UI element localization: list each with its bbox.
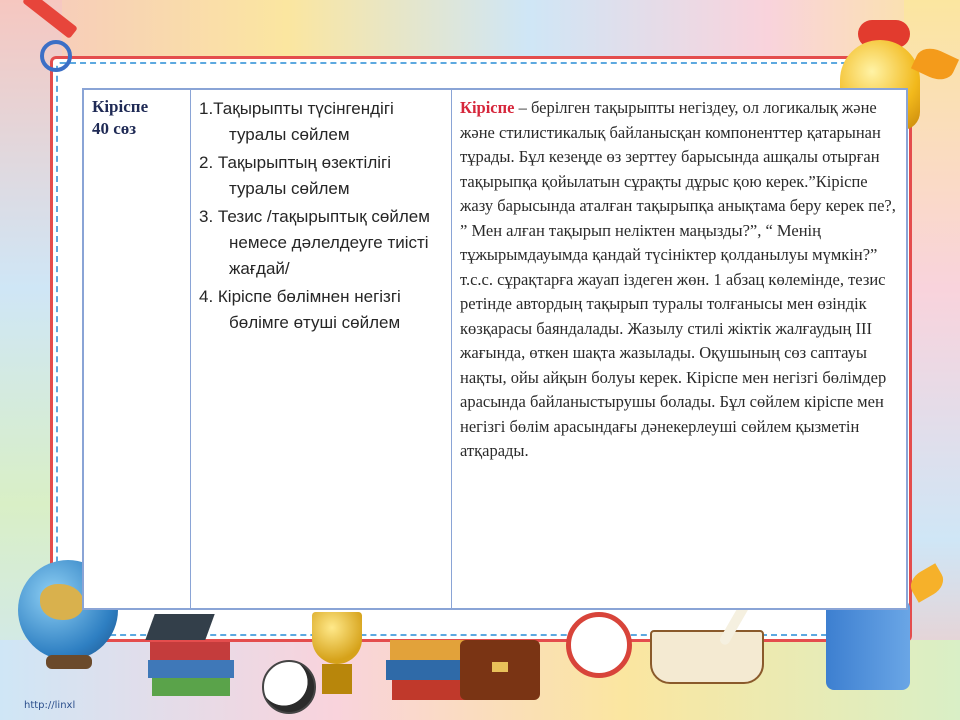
book-stack-icon (390, 640, 470, 660)
section-title: Кіріспе (92, 97, 149, 116)
description-term: Кіріспе (460, 98, 515, 117)
description-cell (452, 89, 908, 609)
list-item: 4. Кіріспе бөлімнен негізгі бөлімге өтуші сөйлем (199, 287, 401, 332)
outline-list (199, 96, 443, 336)
heading-cell (83, 89, 191, 609)
list-item: 2. Тақырыптың өзектілігі туралы сөйлем (199, 153, 392, 198)
outline-cell (191, 89, 452, 609)
list-item: 3. Тезис /тақырыптық сөйлем немесе дәлелдеуге тиісті жағдай/ (199, 207, 430, 278)
open-book-icon (650, 630, 764, 684)
soccer-ball-icon (262, 660, 316, 714)
description-text: – берілген тақырыпты негіздеу, ол логикалық және және стилистикалық байланысқан компоненттер қатарынан тұрады. Бұл кезеңде өз зерттеу барысында ашқалы отырған тақырыпқа қойылатын сұрақты дұрыс қою керек.”Кіріспе жазу барысында аталған тақырыпқа анықтама беру керек пе?, ” Мен алған тақырып неліктен маңызды?”, “ Менің тұжырымдауымда қандай түсініктер қолданылуы мүмкін?” т.с.с. сұрақтарға жауап іздеген жөн. 1 абзац көлемінде, тезис ретінде автордың тақырып туралы толғанысы мен өзіндік көзқарасы баяндалады. Жазылу стилі жіктік жалғаудың ІІІ жағында, өткен шақта жазылады. Оқушының сөз саптауы нақты, ойы айқын болуы керек. Кіріспе мен негізгі бөлімдер арасында байланыстырушы болады. Бұл сөйлем кіріспе мен негізгі бөлім арасындағы дәнекерлеуші сөйлем қызметін атқарады. (460, 98, 896, 460)
introduction-table (82, 88, 908, 610)
trophy-icon (312, 612, 362, 664)
globe-land-icon (40, 584, 84, 620)
book-stack-icon (148, 660, 234, 678)
globe-stand-icon (46, 655, 92, 669)
trophy-base-icon (322, 664, 352, 694)
scissors-icon (40, 40, 72, 72)
book-stack-icon (150, 642, 230, 660)
briefcase-lock-icon (492, 662, 508, 672)
footer-watermark: http://linxl (24, 700, 76, 711)
description-paragraph (460, 96, 898, 464)
book-stack-icon (152, 678, 230, 696)
table-row (83, 89, 907, 609)
pencil-cup-icon (826, 600, 910, 690)
alarm-clock-icon (566, 612, 632, 678)
graduation-cap-icon (145, 614, 214, 640)
list-item: 1.Тақырыпты түсінгендігі туралы сөйлем (199, 99, 394, 144)
word-count: 40 сөз (92, 119, 137, 138)
frame-top-border (0, 0, 960, 58)
